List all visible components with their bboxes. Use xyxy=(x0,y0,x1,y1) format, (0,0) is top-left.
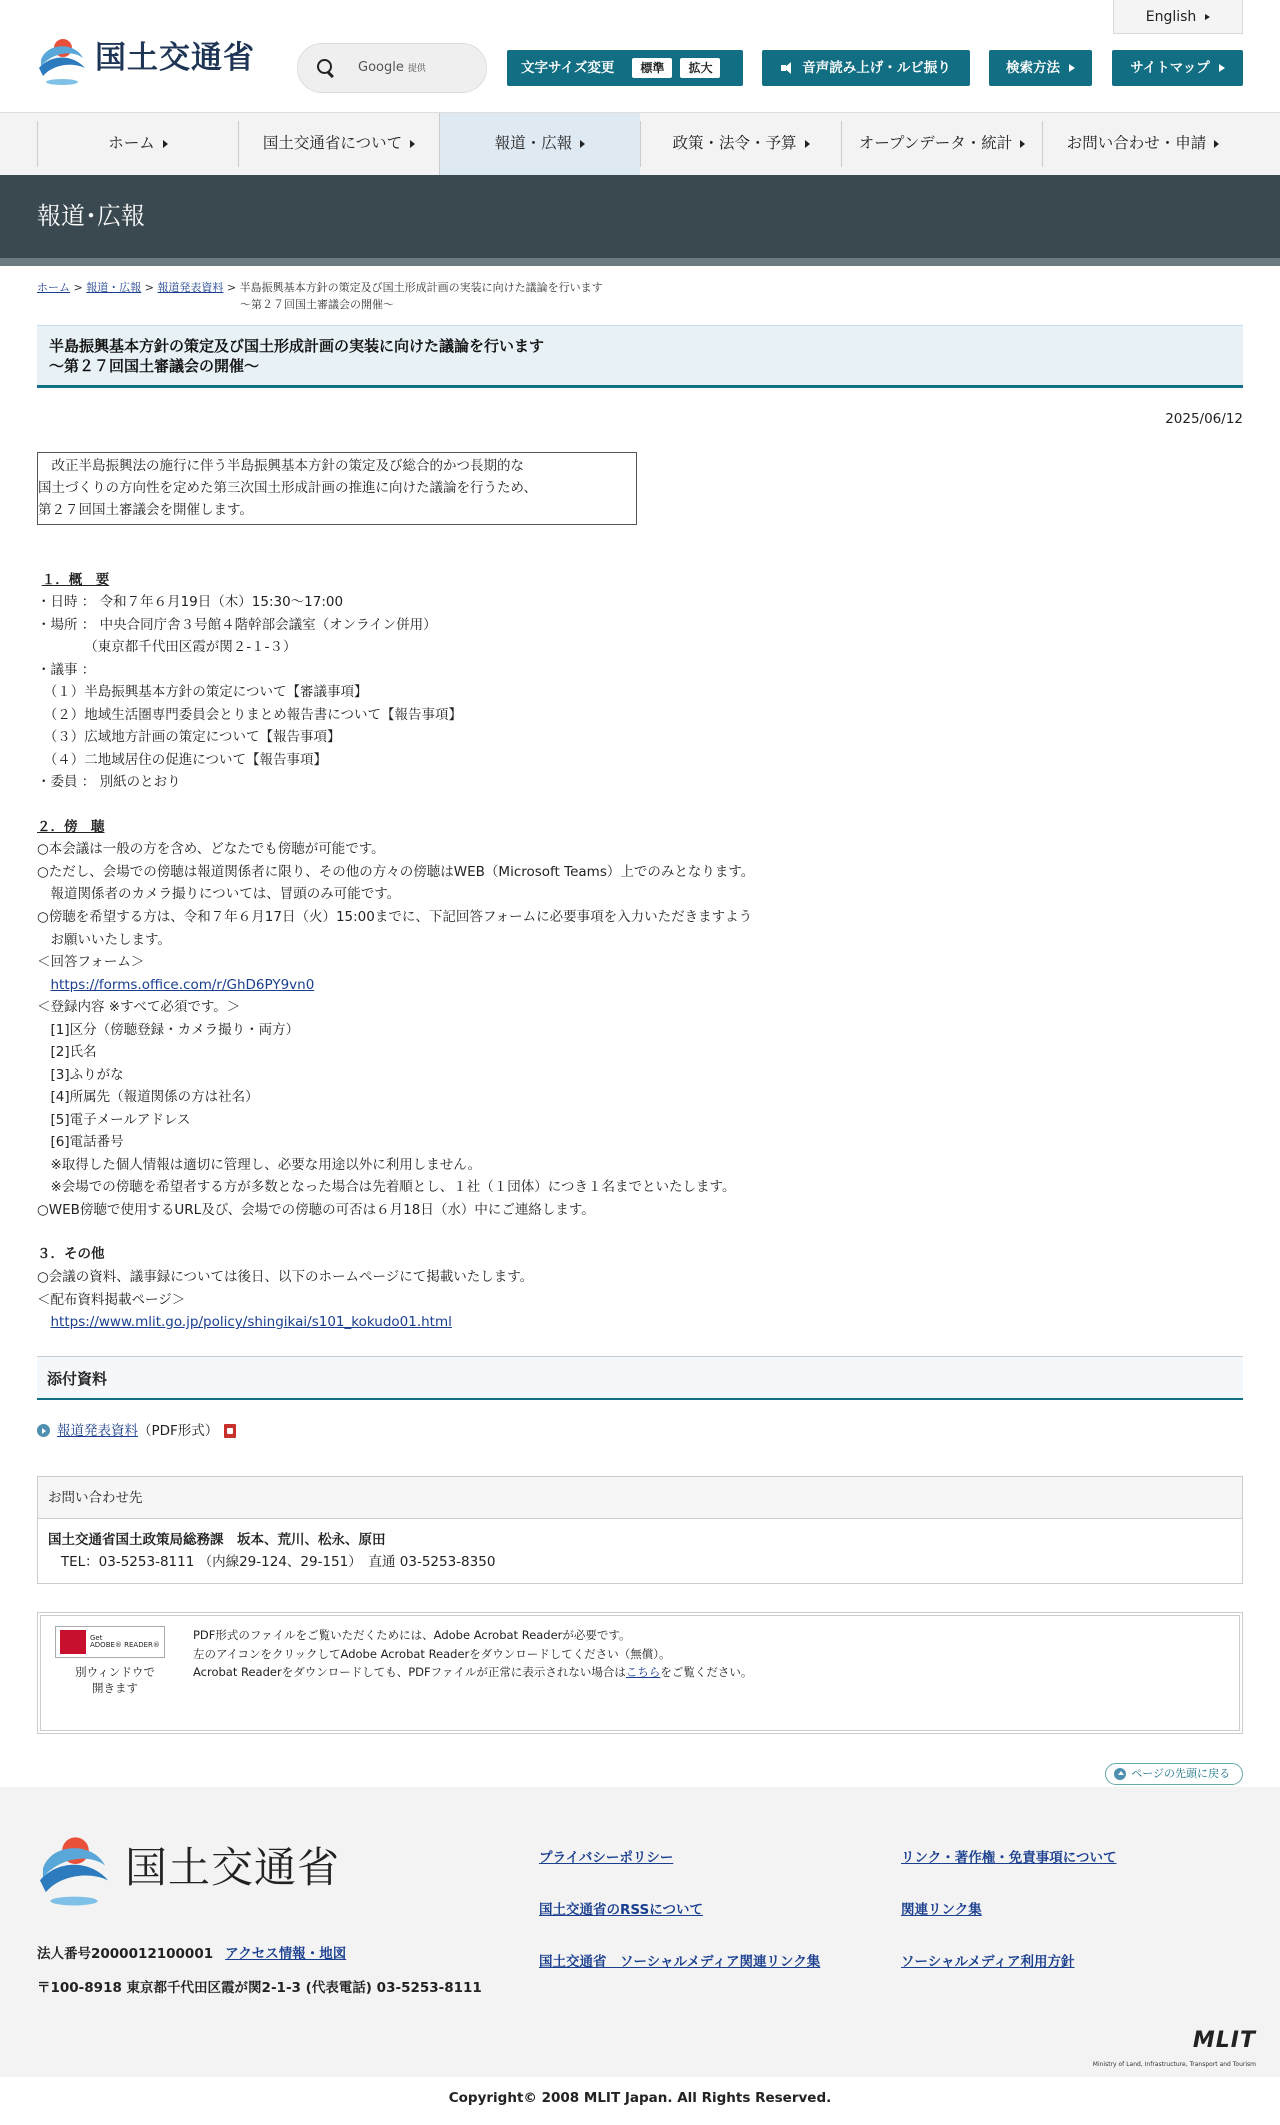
arrow-right-icon xyxy=(1214,140,1219,148)
english-link[interactable]: English xyxy=(1113,0,1243,34)
article-body xyxy=(37,569,1243,1334)
site-logo[interactable] xyxy=(37,32,255,86)
intro-line: 国土づくりの方向性を定めた第三次国土形成計画の推進に向けた議論を行うため、 xyxy=(38,480,537,497)
footer-address: 〒100-8918 東京都千代田区霞が関2-1-3 (代表電話) 03-5253-8111 xyxy=(37,1980,482,1997)
related-links-link[interactable]: 関連リンク集 xyxy=(901,1902,982,1919)
pdf-icon xyxy=(224,1424,236,1438)
body-line: [1]区分（傍聴登録・カメラ撮り・両方） xyxy=(37,1021,300,1038)
social-media-links-link[interactable]: 国土交通省 ソーシャルメディア関連リンク集 xyxy=(539,1954,821,1971)
breadcrumb-press[interactable]: 報道・広報 xyxy=(86,281,142,294)
nav-home[interactable]: ホーム xyxy=(37,121,238,167)
answer-form-link[interactable]: https://forms.office.com/r/GhD6PY9vn0 xyxy=(50,976,315,993)
font-size-label: 文字サイズ変更 xyxy=(521,60,615,76)
breadcrumb-sep: > xyxy=(73,281,83,294)
contact-org: 国土交通省国土政策局総務課 坂本、荒川、松永、原田 xyxy=(48,1531,386,1548)
breadcrumb xyxy=(37,280,1243,313)
corporate-number: 法人番号2000012100001 アクセス情報・地図 xyxy=(37,1946,347,1963)
body-line: ○WEB傍聴で使用するURL及び、会場での傍聴の可否は６月18日（水）中にご連絡します。 xyxy=(37,1201,595,1218)
breadcrumb-current-line2: ～第２７回国土審議会の開催～ xyxy=(240,297,394,311)
copyright: Copyright© 2008 MLIT Japan. All Rights Reserved. xyxy=(0,2077,1280,2119)
arrow-right-icon xyxy=(580,140,585,148)
privacy-policy-link[interactable]: プライバシーポリシー xyxy=(539,1850,674,1867)
release-date: 2025/06/12 xyxy=(1165,410,1243,427)
breadcrumb-home[interactable]: ホーム xyxy=(37,281,70,294)
search-input[interactable] xyxy=(297,43,487,93)
mlit-logo-icon xyxy=(37,1827,111,1907)
mlit-logo-icon xyxy=(37,32,87,86)
attachments-heading: 添付資料 xyxy=(37,1356,1243,1400)
body-line: [6]電話番号 xyxy=(37,1134,124,1151)
adobe-reader-box xyxy=(37,1612,1243,1734)
footer-logo-text: 国土交通省 xyxy=(125,1842,341,1892)
body-line: ・議事 ： xyxy=(37,661,96,678)
back-to-top xyxy=(37,1762,1243,1785)
font-size-large-button[interactable]: 拡大 xyxy=(680,58,720,78)
body-line: ＜登録内容 ※すべて必須です。＞ xyxy=(37,999,241,1016)
back-to-top-button[interactable]: ページの先頭に戻る xyxy=(1105,1763,1243,1785)
global-nav xyxy=(0,112,1280,175)
search-provider-label: Google 提供 xyxy=(358,60,426,76)
arrow-right-icon xyxy=(805,140,810,148)
breadcrumb-current: 半島振興基本方針の策定及び国土形成計画の実装に向けた議論を行います xyxy=(239,281,603,294)
bullet-arrow-icon xyxy=(37,1424,50,1437)
adobe-note-line: Acrobat Readerをダウンロードしても、PDFファイルが正常に表示されない場合はこちらをご覧ください。 xyxy=(193,1665,753,1680)
body-line: ・日時 ： 令和７年６月19日（木）15:30～17:00 xyxy=(37,594,344,611)
section-attendance-heading: ２．傍 聴 xyxy=(37,818,105,835)
breadcrumb-release[interactable]: 報道発表資料 xyxy=(157,281,224,294)
search-method-button[interactable]: 検索方法 xyxy=(989,50,1092,86)
arrow-right-icon xyxy=(1069,64,1075,72)
page-title-band xyxy=(0,175,1280,266)
font-size-standard-button[interactable]: 標準 xyxy=(632,58,672,78)
body-line: [3]ふりがな xyxy=(37,1066,124,1083)
body-line: ※会場での傍聴を希望者する方が多数となった場合は先着順とし、１社（１団体）につき１名までといたします。 xyxy=(37,1179,736,1196)
body-line: ・委員 ： 別紙のとおり xyxy=(37,774,181,791)
body-line: （東京都千代田区霞が関２-１-３） xyxy=(37,639,297,656)
section-other-heading: ３．その他 xyxy=(37,1246,105,1263)
body-line: ・場所 ： 中央合同庁舎３号館４階幹部会議室（オンライン併用） xyxy=(37,616,437,633)
adobe-note-line: PDF形式のファイルをご覧いただくためには、Adobe Acrobat Readerが必要です。 xyxy=(193,1628,631,1643)
body-line: ○本会議は一般の方を含め、どなたでも傍聴が可能です。 xyxy=(37,841,385,858)
site-footer xyxy=(0,1787,1280,2077)
nav-press[interactable]: 報道・広報 xyxy=(439,113,640,175)
form-link-line xyxy=(37,974,1243,997)
speech-button[interactable]: 音声読み上げ・ルビ振り xyxy=(762,50,970,86)
search-icon xyxy=(316,58,336,78)
attachment-format: （PDF形式） xyxy=(138,1422,219,1439)
body-line: （２）地域生活圏専門委員会とりまとめ報告書について【報告事項】 xyxy=(37,706,462,723)
mlit-wordmark xyxy=(1093,2023,1256,2069)
breadcrumb-sep: > xyxy=(226,281,237,294)
nav-about[interactable]: 国土交通省について xyxy=(238,121,439,167)
intro-line: 第２７回国土審議会を開催します。 xyxy=(38,502,253,519)
sitemap-button[interactable]: サイトマップ xyxy=(1112,50,1243,86)
footer-links-col2 xyxy=(901,1847,1116,2003)
contact-heading: お問い合わせ先 xyxy=(38,1477,1242,1519)
arrow-right-icon xyxy=(1205,14,1210,20)
font-size-control xyxy=(507,50,743,86)
get-adobe-reader-button[interactable] xyxy=(55,1626,165,1658)
arrow-right-icon xyxy=(163,140,168,148)
body-line: （１）半島振興基本方針の策定について【審議事項】 xyxy=(37,684,368,701)
social-media-policy-link[interactable]: ソーシャルメディア利用方針 xyxy=(901,1954,1075,1971)
site-header xyxy=(0,0,1280,112)
section-overview-heading: １．概 要 xyxy=(41,571,110,588)
arrow-right-icon xyxy=(410,140,415,148)
nav-opendata[interactable]: オープンデータ・統計 xyxy=(841,121,1042,167)
body-line: ○傍聴を希望する方は、令和７年６月17日（火）15:00までに、下記回答フォームに必要事項を入力いただきますよう xyxy=(37,909,753,925)
article-title-line2: ～第２７回国土審議会の開催～ xyxy=(49,357,260,376)
nav-contact[interactable]: お問い合わせ・申請 xyxy=(1042,121,1243,167)
adobe-note-line: 左のアイコンをクリックしてAdobe Acrobat Readerをダウンロードしてください（無償）。 xyxy=(193,1646,671,1661)
body-line: ○ただし、会場での傍聴は報道関係者に限り、その他の方々の傍聴はWEB（Microsoft Teams）上でのみとなります。 xyxy=(37,863,755,880)
access-map-link[interactable]: アクセス情報・地図 xyxy=(225,1946,347,1963)
nav-policy[interactable]: 政策・法令・予算 xyxy=(640,121,841,167)
adobe-badge-text: Get ADOBE® READER® xyxy=(90,1633,160,1650)
page-title: 報道･広報 xyxy=(37,202,145,230)
body-line: ○会議の資料、議事録については後日、以下のホームページにて掲載いたします。 xyxy=(37,1268,534,1285)
body-line: [5]電子メールアドレス xyxy=(37,1111,191,1128)
body-line: [2]氏名 xyxy=(37,1044,97,1061)
body-line: 報道関係者のカメラ撮りについては、冒頭のみ可能です。 xyxy=(37,886,401,903)
intro-line: 改正半島振興法の施行に伴う半島振興基本方針の策定及び総合的かつ長期的な xyxy=(38,457,524,474)
materials-page-link[interactable]: https://www.mlit.go.jp/policy/shingikai/s101_kokudo01.html xyxy=(50,1314,452,1331)
attachment-item xyxy=(37,1420,1243,1442)
adobe-note xyxy=(193,1626,752,1720)
adobe-help-link[interactable]: こちら xyxy=(625,1665,661,1680)
mlit-subtext: Ministry of Land, Infrastructure, Transport and Tourism xyxy=(1092,2060,1256,2068)
body-line: ＜配布資料掲載ページ＞ xyxy=(37,1291,186,1308)
attachment-pdf-link[interactable]: 報道発表資料 xyxy=(57,1422,138,1439)
contact-tel: TEL：03-5253-8111 （内線29-124、29-151） 直通 03-5253-8350 xyxy=(60,1554,496,1571)
body-line: [4]所属先（報道関係の方は社名） xyxy=(37,1089,259,1106)
main-content xyxy=(37,280,1243,1785)
body-line: （３）広域地方計画の策定について【報告事項】 xyxy=(37,729,341,746)
article-title xyxy=(37,325,1243,388)
body-line: （４）二地域居住の促進について【報告事項】 xyxy=(37,751,327,768)
contact-box xyxy=(37,1476,1243,1585)
breadcrumb-sep: > xyxy=(144,281,154,294)
article-title-line1: 半島振興基本方針の策定及び国土形成計画の実装に向けた議論を行います xyxy=(49,337,545,355)
footer-links-col1 xyxy=(539,1847,820,2003)
body-line: ※取得した個人情報は適切に管理し、必要な用途以外に利用しません。 xyxy=(37,1156,482,1173)
materials-link-line xyxy=(37,1311,1243,1334)
body-line: ＜回答フォーム＞ xyxy=(37,954,145,971)
new-window-note: 別ウィンドウで 開きます xyxy=(75,1665,155,1696)
footer-logo[interactable] xyxy=(37,1827,340,1907)
site-logo-text: 国土交通省 xyxy=(95,40,255,77)
intro-box xyxy=(37,452,637,525)
adobe-logo-icon xyxy=(60,1630,86,1654)
body-line: お願いいたします。 xyxy=(37,931,171,948)
copyright-disclaimer-link[interactable]: リンク・著作権・免責事項について xyxy=(901,1850,1117,1867)
rss-link[interactable]: 国土交通省のRSSについて xyxy=(539,1902,703,1919)
arrow-up-icon xyxy=(1114,1768,1126,1780)
speaker-icon xyxy=(781,61,795,75)
mlit-text: MLIT xyxy=(1192,2028,1256,2054)
arrow-right-icon xyxy=(1219,64,1225,72)
arrow-right-icon xyxy=(1020,140,1025,148)
